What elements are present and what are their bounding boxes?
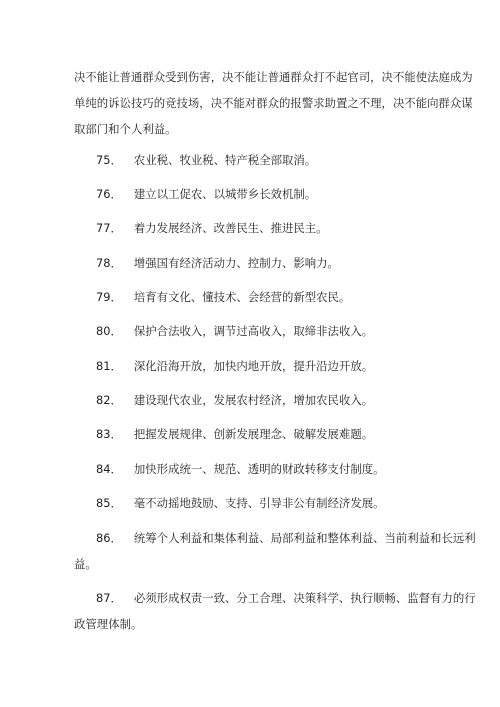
item-text: 着力发展经济、改善民生、推进民主。: [133, 221, 328, 235]
item-number: 86．: [96, 531, 122, 545]
item-text: 统筹个人利益和集体利益、局部利益和整体利益、当前利益和长远利: [133, 531, 476, 545]
item-text: 建设现代农业，发展农村经济，增加农民收入。: [133, 393, 374, 407]
list-item-83: [96, 421, 373, 447]
item-continuation: 政管理体制。: [74, 617, 143, 631]
item-text: 必须形成权责一致、分工合理、决策科学、执行顺畅、监督有力的行: [133, 591, 476, 605]
list-item-75: [96, 147, 316, 173]
intro-line-1: 决不能让普通群众受到伤害，决不能让普通群众打不起官司，决不能使法庭成为: [74, 70, 473, 84]
intro-line-3: 取部门和个人利益。: [74, 122, 177, 136]
item-number: 81．: [96, 359, 122, 373]
item-text: 增强国有经济活动力、控制力、影响力。: [133, 256, 339, 270]
list-item-81: [96, 353, 373, 379]
list-item-76: [96, 181, 316, 207]
item-text: 建立以工促农、以城带乡长效机制。: [133, 187, 317, 201]
item-first-line: [74, 585, 476, 611]
item-first-line: [74, 525, 476, 551]
list-item-85: [96, 490, 385, 516]
item-text: 保护合法收入，调节过高收入，取缔非法收入。: [133, 324, 374, 338]
item-number: 83．: [96, 427, 122, 441]
item-number: 84．: [96, 462, 122, 476]
list-item-80: [96, 318, 373, 344]
item-number: 85．: [96, 496, 122, 510]
item-text: 把握发展规律、创新发展理念、破解发展难题。: [133, 427, 374, 441]
item-text: 培育有文化、懂技术、会经营的新型农民。: [133, 290, 351, 304]
list-item-78: [96, 250, 339, 276]
item-number: 87．: [96, 591, 122, 605]
item-number: 76．: [96, 187, 122, 201]
list-item-77: [96, 215, 328, 241]
item-number: 75．: [96, 153, 122, 167]
item-text: 深化沿海开放，加快内地开放，提升沿边开放。: [133, 359, 374, 373]
list-item-87: [74, 585, 476, 637]
list-item-82: [96, 387, 373, 413]
list-item-79: [96, 284, 350, 310]
item-text: 加快形成统一、规范、透明的财政转移支付制度。: [133, 462, 385, 476]
item-text: 农业税、牧业税、特产税全部取消。: [133, 153, 317, 167]
item-number: 79．: [96, 290, 122, 304]
list-item-86: [74, 525, 476, 577]
item-continuation: 益。: [74, 557, 97, 571]
item-number: 77．: [96, 221, 122, 235]
list-item-84: [96, 456, 385, 482]
item-number: 82．: [96, 393, 122, 407]
item-number: 78．: [96, 256, 122, 270]
intro-line-2: 单纯的诉讼技巧的竞技场，决不能对群众的报警求助置之不理，决不能向群众谋: [74, 96, 473, 110]
intro-paragraph: [74, 64, 473, 142]
item-number: 80．: [96, 324, 122, 338]
item-text: 毫不动摇地鼓励、支持、引导非公有制经济发展。: [133, 496, 385, 510]
